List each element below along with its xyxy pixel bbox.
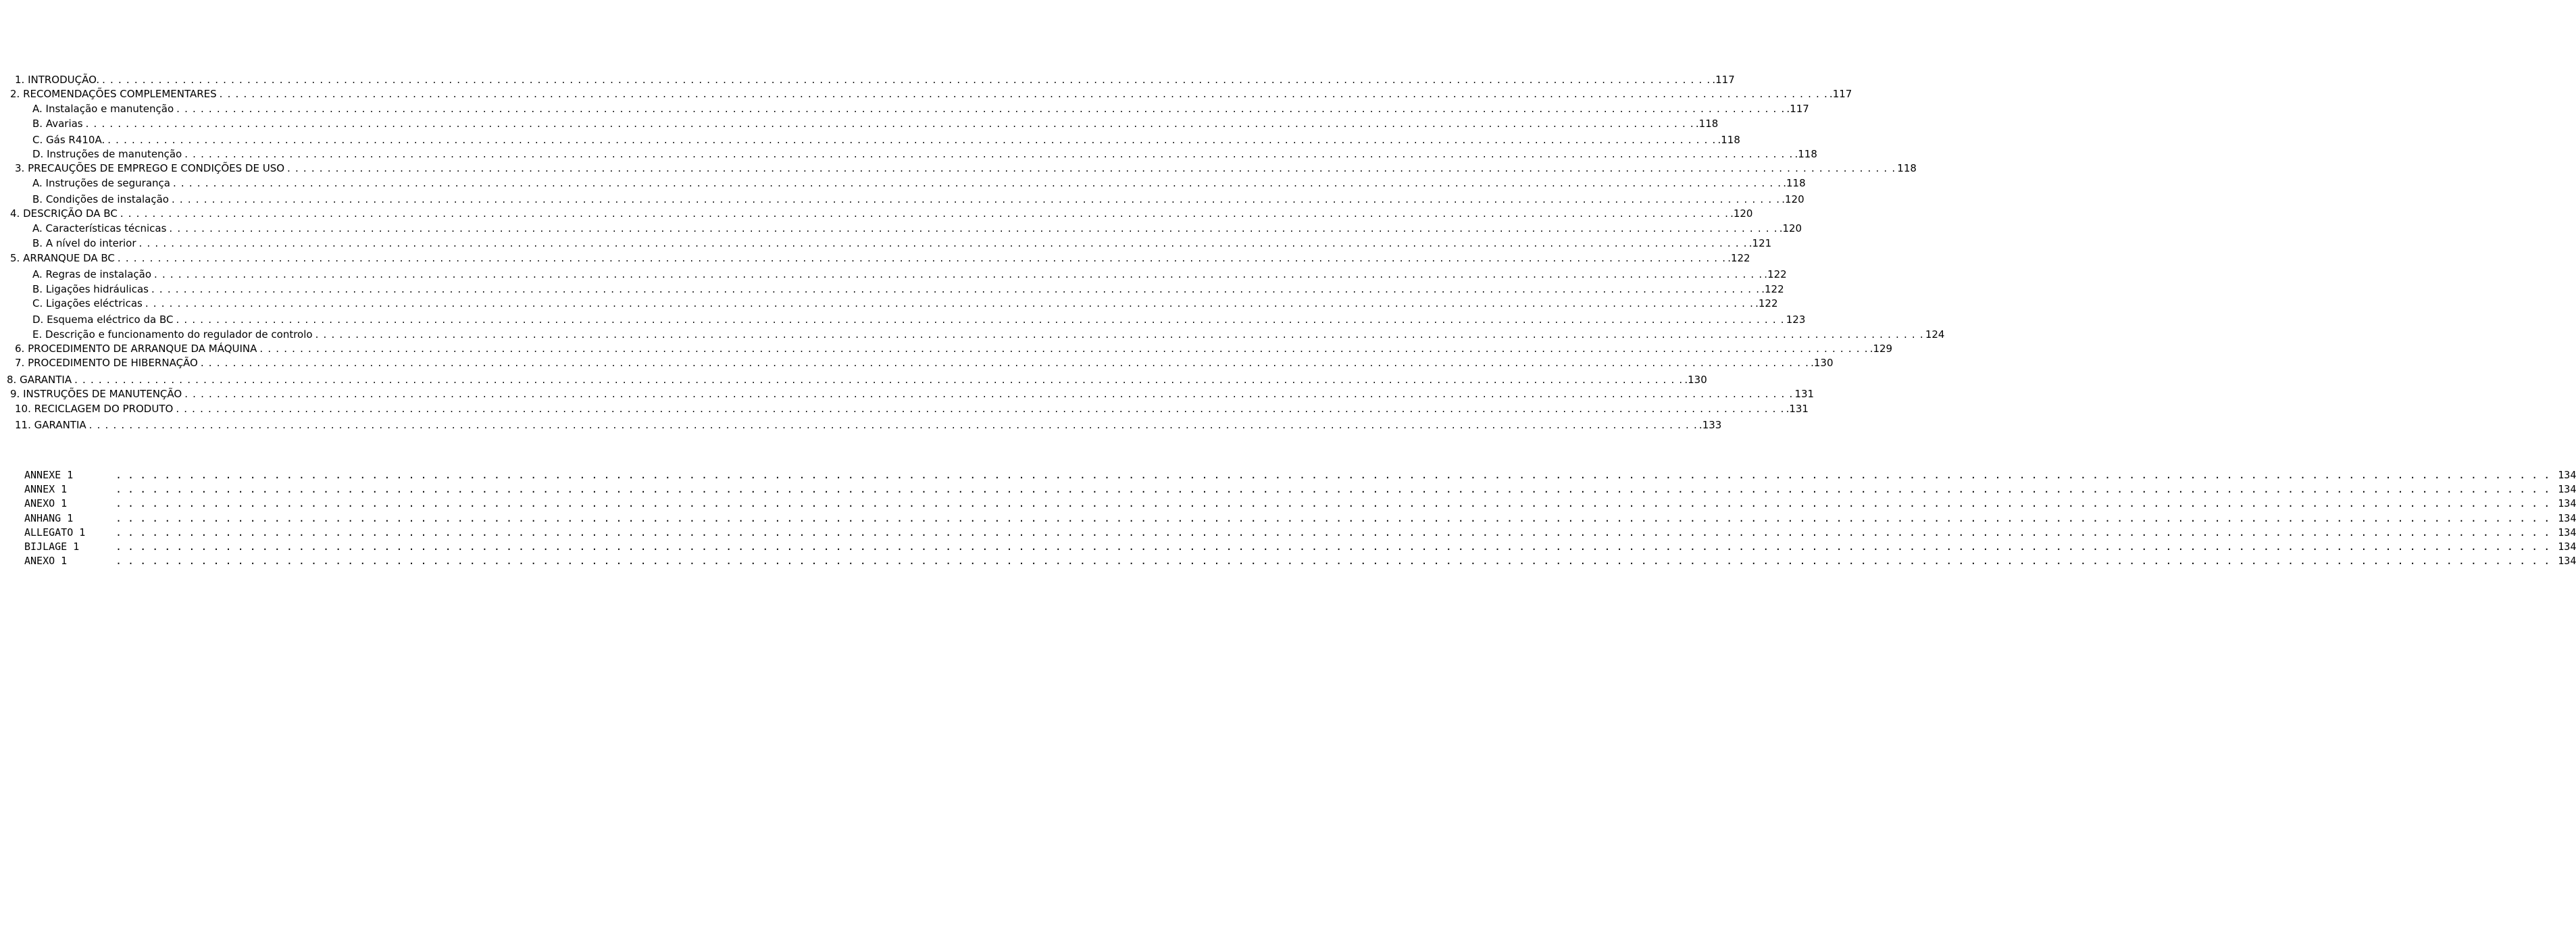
dot-leader: . . . . . . . . . . . . . . . . . . . . . . . . . . . . . . . . . . . . . . . . . . . . . . . . . . . . . . . . . . . . . . . . . . . . . . . . . . . . . . . . . . . . . . . . . . . . . . . . . . . . . . . . . . . . . . . . . . . . . . . . . . . . . . . . . . . . . . . . . . . . . . . . . . . . . . . . . . . . . . . . . . . . . . . . . . . . . . . . . . . . . . . . . . . . . . . . . . . . . . . . <box>116 512 2550 524</box>
toc-entry-page: .117 <box>1712 74 1735 86</box>
annex-entry-page: 134 <box>2558 512 2576 524</box>
toc-entry-label: C. Ligações eléctricas <box>32 297 143 309</box>
toc-entry-page: .131 <box>1786 403 1809 415</box>
toc-entry-label: A. Características técnicas <box>32 222 167 234</box>
toc-entry-page: .117 <box>1829 88 1852 100</box>
dot-leader: . . . . . . . . . . . . . . . . . . . . . . . . . . . . . . . . . . . . . . . . . . . . . . . . . . . . . . . . . . . . . . . . . . . . . . . . . . . . . . . . . . . . . . . . . . . . . . . . . . . . . . . . . . . . . . . . . . . . . . . . . . . . . . . . . . . . . . . . . . . . . . . . . . . . . . . . . . . . . . . . . . . . . . . . . . . . . . . . . . . . . . . . . . . . . . . . . . . . . . . . <box>176 314 1785 326</box>
dot-leader: . . . . . . . . . . . . . . . . . . . . . . . . . . . . . . . . . . . . . . . . . . . . . . . . . . . . . . . . . . . . . . . . . . . . . . . . . . . . . . . . . . . . . . . . . . . . . . . . . . . . . . . . . . . . . . . . . . . . . . . . . . . . . . . . . . . . . . . . . . . . . . . . . . . . . . . . . . . . . . . . . . . . . . . . . . . . . . . . . . . . . . . . . . . . . . . . . . . . . . . . <box>145 297 1754 309</box>
toc-entry[interactable] <box>15 418 1722 432</box>
toc-entry[interactable] <box>32 193 1804 206</box>
annex-entry-page: 134 <box>2558 497 2576 509</box>
toc-entry[interactable] <box>15 73 1735 86</box>
toc-entry-label: E. Descrição e funcionamento do regulador de controlo <box>32 328 313 341</box>
dot-leader: . . . . . . . . . . . . . . . . . . . . . . . . . . . . . . . . . . . . . . . . . . . . . . . . . . . . . . . . . . . . . . . . . . . . . . . . . . . . . . . . . . . . . . . . . . . . . . . . . . . . . . . . . . . . . . . . . . . . . . . . . . . . . . . . . . . . . . . . . . . . . . . . . . . . . . . . . . . . . . . . . . . . . . . . . . . . . . . . . . . . . . . . . . . . . . . . . . . . . . . . <box>154 268 1763 280</box>
toc-entry-label: 7. PROCEDIMENTO DE HIBERNAÇÃO <box>15 357 198 369</box>
toc-entry-page: .129 <box>1869 343 1893 355</box>
dot-leader: . . . . . . . . . . . . . . . . . . . . . . . . . . . . . . . . . . . . . . . . . . . . . . . . . . . . . . . . . . . . . . . . . . . . . . . . . . . . . . . . . . . . . . . . . . . . . . . . . . . . . . . . . . . . . . . . . . . . . . . . . . . . . . . . . . . . . . . . . . . . . . . . . . . . . . . . . . . . . . . . . . . . . . . . . . . . . . . . . . . . . . . . . . . . . . . . . . . . . . . . <box>176 403 1785 415</box>
toc-entry-label: 5. ARRANQUE DA BC <box>10 252 115 264</box>
annex-entry[interactable] <box>24 540 2576 553</box>
toc-entry-page: .120 <box>1782 193 1804 205</box>
dot-leader: . . . . . . . . . . . . . . . . . . . . . . . . . . . . . . . . . . . . . . . . . . . . . . . . . . . . . . . . . . . . . . . . . . . . . . . . . . . . . . . . . . . . . . . . . . . . . . . . . . . . . . . . . . . . . . . . . . . . . . . . . . . . . . . . . . . . . . . . . . . . . . . . . . . . . . . . . . . . . . . . . . . . . . . . . . . . . . . . . . . . . . . . . . . . . . . . . . . . . . . . <box>287 162 1896 174</box>
toc-entry[interactable] <box>15 161 1917 175</box>
annex-entry-label: ANNEX 1 <box>24 483 68 495</box>
toc-entry-page: .117 <box>1786 103 1809 115</box>
toc-entry[interactable] <box>32 102 1809 116</box>
toc-entry-label: 1. INTRODUÇÃO. <box>15 74 100 86</box>
dot-leader: . . . . . . . . . . . . . . . . . . . . . . . . . . . . . . . . . . . . . . . . . . . . . . . . . . . . . . . . . . . . . . . . . . . . . . . . . . . . . . . . . . . . . . . . . . . . . . . . . . . . . . . . . . . . . . . . . . . . . . . . . . . . . . . . . . . . . . . . . . . . . . . . . . . . . . . . . . . . . . . . . . . . . . . . . . . . . . . . . . . . . . . . . . . . . . . . . . . . . . . . <box>184 388 1794 400</box>
toc-entry-page: .118 <box>1695 118 1719 130</box>
toc-entry-label: 9. INSTRUÇÕES DE MANUTENÇÃO <box>10 388 182 400</box>
dot-leader: . . . . . . . . . . . . . . . . . . . . . . . . . . . . . . . . . . . . . . . . . . . . . . . . . . . . . . . . . . . . . . . . . . . . . . . . . . . . . . . . . . . . . . . . . . . . . . . . . . . . . . . . . . . . . . . . . . . . . . . . . . . . . . . . . . . . . . . . . . . . . . . . . . . . . . . . . . . . . . . . . . . . . . . . . . . . . . . . . . . . . . . . . . . . . . . . . . . . . . . . <box>116 483 2550 495</box>
toc-entry[interactable] <box>32 117 1719 130</box>
toc-entry-label: D. Esquema eléctrico da BC <box>32 314 174 326</box>
toc-entry[interactable] <box>32 147 1817 161</box>
dot-leader: . . . . . . . . . . . . . . . . . . . . . . . . . . . . . . . . . . . . . . . . . . . . . . . . . . . . . . . . . . . . . . . . . . . . . . . . . . . . . . . . . . . . . . . . . . . . . . . . . . . . . . . . . . . . . . . . . . . . . . . . . . . . . . . . . . . . . . . . . . . . . . . . . . . . . . . . . . . . . . . . . . . . . . . . . . . . . . . . . . . . . . . . . . . . . . . . . . . . . . . . <box>315 328 1924 341</box>
dot-leader: . . . . . . . . . . . . . . . . . . . . . . . . . . . . . . . . . . . . . . . . . . . . . . . . . . . . . . . . . . . . . . . . . . . . . . . . . . . . . . . . . . . . . . . . . . . . . . . . . . . . . . . . . . . . . . . . . . . . . . . . . . . . . . . . . . . . . . . . . . . . . . . . . . . . . . . . . . . . . . . . . . . . . . . . . . . . . . . . . . . . . . . . . . . . . . . . . . . . . . . . <box>184 148 1794 160</box>
toc-entry-page: .122 <box>1764 268 1787 280</box>
dot-leader: . . . . . . . . . . . . . . . . . . . . . . . . . . . . . . . . . . . . . . . . . . . . . . . . . . . . . . . . . . . . . . . . . . . . . . . . . . . . . . . . . . . . . . . . . . . . . . . . . . . . . . . . . . . . . . . . . . . . . . . . . . . . . . . . . . . . . . . . . . . . . . . . . . . . . . . . . . . . . . . . . . . . . . . . . . . . . . . . . . . . . . . . . . . . . . . . . . . . . . . . <box>116 469 2550 481</box>
annex-entry-label: ALLEGATO 1 <box>24 526 86 538</box>
toc-entry[interactable] <box>10 251 1750 265</box>
toc-entry-page: .122 <box>1755 297 1778 309</box>
toc-entry[interactable] <box>10 87 1852 101</box>
dot-leader: . . . . . . . . . . . . . . . . . . . . . . . . . . . . . . . . . . . . . . . . . . . . . . . . . . . . . . . . . . . . . . . . . . . . . . . . . . . . . . . . . . . . . . . . . . . . . . . . . . . . . . . . . . . . . . . . . . . . . . . . . . . . . . . . . . . . . . . . . . . . . . . . . . . . . . . . . . . . . . . . . . . . . . . . . . . . . . . . . . . . . . . . . . . . . . . . . . . . . . . . <box>116 497 2550 509</box>
toc-entry-page: .120 <box>1730 207 1753 220</box>
toc-entry-page: 131 <box>1794 388 1815 400</box>
dot-leader: . . . . . . . . . . . . . . . . . . . . . . . . . . . . . . . . . . . . . . . . . . . . . . . . . . . . . . . . . . . . . . . . . . . . . . . . . . . . . . . . . . . . . . . . . . . . . . . . . . . . . . . . . . . . . . . . . . . . . . . . . . . . . . . . . . . . . . . . . . . . . . . . . . . . . . . . . . . . . . . . . . . . . . . . . . . . . . . . . . . . . . . . . . . . . . . . . . . . . . . . <box>107 134 1717 146</box>
toc-entry-page: .121 <box>1748 237 1772 249</box>
dot-leader: . . . . . . . . . . . . . . . . . . . . . . . . . . . . . . . . . . . . . . . . . . . . . . . . . . . . . . . . . . . . . . . . . . . . . . . . . . . . . . . . . . . . . . . . . . . . . . . . . . . . . . . . . . . . . . . . . . . . . . . . . . . . . . . . . . . . . . . . . . . . . . . . . . . . . . . . . . . . . . . . . . . . . . . . . . . . . . . . . . . . . . . . . . . . . . . . . . . . . . . . <box>138 237 1748 249</box>
toc-entry-label: 6. PROCEDIMENTO DE ARRANQUE DA MÁQUINA <box>15 343 257 355</box>
toc-entry-page: .118 <box>1794 148 1817 160</box>
toc-entry-label: 10. RECICLAGEM DO PRODUTO <box>15 403 174 415</box>
toc-entry-label: 3. PRECAUÇÕES DE EMPREGO E CONDIÇÕES DE USO <box>15 162 285 174</box>
toc-entry[interactable] <box>15 402 1809 416</box>
dot-leader: . . . . . . . . . . . . . . . . . . . . . . . . . . . . . . . . . . . . . . . . . . . . . . . . . . . . . . . . . . . . . . . . . . . . . . . . . . . . . . . . . . . . . . . . . . . . . . . . . . . . . . . . . . . . . . . . . . . . . . . . . . . . . . . . . . . . . . . . . . . . . . . . . . . . . . . . . . . . . . . . . . . . . . . . . . . . . . . . . . . . . . . . . . . . . . . . . . . . . . . . <box>171 193 1781 205</box>
annex-entry[interactable] <box>24 526 2576 539</box>
annex-entry-label: ANNEXE 1 <box>24 469 74 481</box>
toc-entry-page: .130 <box>1684 374 1707 386</box>
dot-leader: . . . . . . . . . . . . . . . . . . . . . . . . . . . . . . . . . . . . . . . . . . . . . . . . . . . . . . . . . . . . . . . . . . . . . . . . . . . . . . . . . . . . . . . . . . . . . . . . . . . . . . . . . . . . . . . . . . . . . . . . . . . . . . . . . . . . . . . . . . . . . . . . . . . . . . . . . . . . . . . . . . . . . . . . . . . . . . . . . . . . . . . . . . . . . . . . . . . . . . . . <box>116 541 2550 553</box>
toc-entry[interactable] <box>10 387 1815 401</box>
toc-entry-label: 4. DESCRIÇÃO DA BC <box>10 207 118 220</box>
dot-leader: . . . . . . . . . . . . . . . . . . . . . . . . . . . . . . . . . . . . . . . . . . . . . . . . . . . . . . . . . . . . . . . . . . . . . . . . . . . . . . . . . . . . . . . . . . . . . . . . . . . . . . . . . . . . . . . . . . . . . . . . . . . . . . . . . . . . . . . . . . . . . . . . . . . . . . . . . . . . . . . . . . . . . . . . . . . . . . . . . . . . . . . . . . . . . . . . . . . . . . . . <box>116 526 2550 538</box>
annex-entry[interactable] <box>24 554 2576 568</box>
annex-entry-page: 134 <box>2558 469 2576 481</box>
toc-entry[interactable] <box>32 313 1806 326</box>
toc-entry-page: .122 <box>1727 252 1750 264</box>
toc-entry[interactable] <box>32 297 1778 310</box>
dot-leader: . . . . . . . . . . . . . . . . . . . . . . . . . . . . . . . . . . . . . . . . . . . . . . . . . . . . . . . . . . . . . . . . . . . . . . . . . . . . . . . . . . . . . . . . . . . . . . . . . . . . . . . . . . . . . . . . . . . . . . . . . . . . . . . . . . . . . . . . . . . . . . . . . . . . . . . . . . . . . . . . . . . . . . . . . . . . . . . . . . . . . . . . . . . . . . . . . . . . . . . . <box>169 222 1778 234</box>
dot-leader: . . . . . . . . . . . . . . . . . . . . . . . . . . . . . . . . . . . . . . . . . . . . . . . . . . . . . . . . . . . . . . . . . . . . . . . . . . . . . . . . . . . . . . . . . . . . . . . . . . . . . . . . . . . . . . . . . . . . . . . . . . . . . . . . . . . . . . . . . . . . . . . . . . . . . . . . . . . . . . . . . . . . . . . . . . . . . . . . . . . . . . . . . . . . . . . . . . . . . . . . <box>200 357 1810 369</box>
annex-entry-page: 134 <box>2558 526 2576 538</box>
toc-entry[interactable] <box>32 133 1740 147</box>
toc-entry-label: A. Regras de instalação <box>32 268 152 280</box>
toc-entry[interactable] <box>32 176 1806 190</box>
toc-entry-label: B. A nível do interior <box>32 237 136 249</box>
dot-leader: . . . . . . . . . . . . . . . . . . . . . . . . . . . . . . . . . . . . . . . . . . . . . . . . . . . . . . . . . . . . . . . . . . . . . . . . . . . . . . . . . . . . . . . . . . . . . . . . . . . . . . . . . . . . . . . . . . . . . . . . . . . . . . . . . . . . . . . . . . . . . . . . . . . . . . . . . . . . . . . . . . . . . . . . . . . . . . . . . . . . . . . . . . . . . . . . . . . . . . . . <box>117 252 1727 264</box>
dot-leader: . . . . . . . . . . . . . . . . . . . . . . . . . . . . . . . . . . . . . . . . . . . . . . . . . . . . . . . . . . . . . . . . . . . . . . . . . . . . . . . . . . . . . . . . . . . . . . . . . . . . . . . . . . . . . . . . . . . . . . . . . . . . . . . . . . . . . . . . . . . . . . . . . . . . . . . . . . . . . . . . . . . . . . . . . . . . . . . . . . . . . . . . . . . . . . . . . . . . . . . . <box>176 103 1786 115</box>
annex-entry-page: 134 <box>2558 541 2576 553</box>
toc-entry-label: A. Instalação e manutenção <box>32 103 174 115</box>
annex-entry-page: 134 <box>2558 555 2576 567</box>
toc-entry-label: 2. RECOMENDAÇÕES COMPLEMENTARES <box>10 88 217 100</box>
toc-entry-label: B. Avarias <box>32 118 83 130</box>
dot-leader: . . . . . . . . . . . . . . . . . . . . . . . . . . . . . . . . . . . . . . . . . . . . . . . . . . . . . . . . . . . . . . . . . . . . . . . . . . . . . . . . . . . . . . . . . . . . . . . . . . . . . . . . . . . . . . . . . . . . . . . . . . . . . . . . . . . . . . . . . . . . . . . . . . . . . . . . . . . . . . . . . . . . . . . . . . . . . . . . . . . . . . . . . . . . . . . . . . . . . . . . <box>151 283 1761 295</box>
annex-entry-label: ANEXO 1 <box>24 555 68 567</box>
toc-entry[interactable] <box>15 342 1893 355</box>
toc-entry-page: 124 <box>1925 328 1945 341</box>
toc-entry-page: .120 <box>1779 222 1802 234</box>
dot-leader: . . . . . . . . . . . . . . . . . . . . . . . . . . . . . . . . . . . . . . . . . . . . . . . . . . . . . . . . . . . . . . . . . . . . . . . . . . . . . . . . . . . . . . . . . . . . . . . . . . . . . . . . . . . . . . . . . . . . . . . . . . . . . . . . . . . . . . . . . . . . . . . . . . . . . . . . . . . . . . . . . . . . . . . . . . . . . . . . . . . . . . . . . . . . . . . . . . . . . . . . <box>74 374 1684 386</box>
toc-entry-label: D. Instruções de manutenção <box>32 148 182 160</box>
toc-entry-label: 8. GARANTIA <box>7 374 72 386</box>
dot-leader: . . . . . . . . . . . . . . . . . . . . . . . . . . . . . . . . . . . . . . . . . . . . . . . . . . . . . . . . . . . . . . . . . . . . . . . . . . . . . . . . . . . . . . . . . . . . . . . . . . . . . . . . . . . . . . . . . . . . . . . . . . . . . . . . . . . . . . . . . . . . . . . . . . . . . . . . . . . . . . . . . . . . . . . . . . . . . . . . . . . . . . . . . . . . . . . . . . . . . . . . <box>219 88 1828 100</box>
annex-entry[interactable] <box>24 482 2576 496</box>
annex-entry-label: ANEXO 1 <box>24 497 68 509</box>
toc-entry[interactable] <box>32 328 1945 341</box>
annex-entry-label: ANHANG 1 <box>24 512 74 524</box>
toc-entry[interactable] <box>32 222 1802 235</box>
toc-entry-label: B. Condições de instalação <box>32 193 169 205</box>
annex-entry[interactable] <box>24 468 2576 482</box>
annex-entry[interactable] <box>24 511 2576 525</box>
toc-entry[interactable] <box>32 282 1784 296</box>
annex-entry[interactable] <box>24 497 2576 510</box>
dot-leader: . . . . . . . . . . . . . . . . . . . . . . . . . . . . . . . . . . . . . . . . . . . . . . . . . . . . . . . . . . . . . . . . . . . . . . . . . . . . . . . . . . . . . . . . . . . . . . . . . . . . . . . . . . . . . . . . . . . . . . . . . . . . . . . . . . . . . . . . . . . . . . . . . . . . . . . . . . . . . . . . . . . . . . . . . . . . . . . . . . . . . . . . . . . . . . . . . . . . . . . . <box>85 118 1694 130</box>
toc-entry-page: .122 <box>1761 283 1784 295</box>
toc-entry-page: .118 <box>1717 134 1740 146</box>
toc-entry-label: C. Gás R410A. <box>32 134 105 146</box>
toc-entry[interactable] <box>32 236 1772 250</box>
toc-entry[interactable] <box>15 356 1834 370</box>
toc-entry-label: 11. GARANTIA <box>15 419 86 431</box>
annex-entry-page: 134 <box>2558 483 2576 495</box>
toc-entry-label: A. Instruções de segurança <box>32 177 170 189</box>
toc-entry[interactable] <box>10 207 1753 220</box>
dot-leader: . . . . . . . . . . . . . . . . . . . . . . . . . . . . . . . . . . . . . . . . . . . . . . . . . . . . . . . . . . . . . . . . . . . . . . . . . . . . . . . . . . . . . . . . . . . . . . . . . . . . . . . . . . . . . . . . . . . . . . . . . . . . . . . . . . . . . . . . . . . . . . . . . . . . . . . . . . . . . . . . . . . . . . . . . . . . . . . . . . . . . . . . . . . . . . . . . . . . . . . . <box>102 74 1711 86</box>
toc-entry-page: 123 <box>1786 314 1806 326</box>
dot-leader: . . . . . . . . . . . . . . . . . . . . . . . . . . . . . . . . . . . . . . . . . . . . . . . . . . . . . . . . . . . . . . . . . . . . . . . . . . . . . . . . . . . . . . . . . . . . . . . . . . . . . . . . . . . . . . . . . . . . . . . . . . . . . . . . . . . . . . . . . . . . . . . . . . . . . . . . . . . . . . . . . . . . . . . . . . . . . . . . . . . . . . . . . . . . . . . . . . . . . . . . <box>116 555 2550 567</box>
dot-leader: . . . . . . . . . . . . . . . . . . . . . . . . . . . . . . . . . . . . . . . . . . . . . . . . . . . . . . . . . . . . . . . . . . . . . . . . . . . . . . . . . . . . . . . . . . . . . . . . . . . . . . . . . . . . . . . . . . . . . . . . . . . . . . . . . . . . . . . . . . . . . . . . . . . . . . . . . . . . . . . . . . . . . . . . . . . . . . . . . . . . . . . . . . . . . . . . . . . . . . . . <box>120 207 1729 220</box>
dot-leader: . . . . . . . . . . . . . . . . . . . . . . . . . . . . . . . . . . . . . . . . . . . . . . . . . . . . . . . . . . . . . . . . . . . . . . . . . . . . . . . . . . . . . . . . . . . . . . . . . . . . . . . . . . . . . . . . . . . . . . . . . . . . . . . . . . . . . . . . . . . . . . . . . . . . . . . . . . . . . . . . . . . . . . . . . . . . . . . . . . . . . . . . . . . . . . . . . . . . . . . . <box>89 419 1698 431</box>
dot-leader: . . . . . . . . . . . . . . . . . . . . . . . . . . . . . . . . . . . . . . . . . . . . . . . . . . . . . . . . . . . . . . . . . . . . . . . . . . . . . . . . . . . . . . . . . . . . . . . . . . . . . . . . . . . . . . . . . . . . . . . . . . . . . . . . . . . . . . . . . . . . . . . . . . . . . . . . . . . . . . . . . . . . . . . . . . . . . . . . . . . . . . . . . . . . . . . . . . . . . . . . <box>259 343 1869 355</box>
toc-entry-page: .130 <box>1811 357 1834 369</box>
toc-entry[interactable] <box>7 373 1707 386</box>
dot-leader: . . . . . . . . . . . . . . . . . . . . . . . . . . . . . . . . . . . . . . . . . . . . . . . . . . . . . . . . . . . . . . . . . . . . . . . . . . . . . . . . . . . . . . . . . . . . . . . . . . . . . . . . . . . . . . . . . . . . . . . . . . . . . . . . . . . . . . . . . . . . . . . . . . . . . . . . . . . . . . . . . . . . . . . . . . . . . . . . . . . . . . . . . . . . . . . . . . . . . . . . <box>172 177 1782 189</box>
toc-entry-label: B. Ligações hidráulicas <box>32 283 149 295</box>
annex-entry-label: BIJLAGE 1 <box>24 541 80 553</box>
toc-entry[interactable] <box>32 268 1787 281</box>
toc-entry-page: .118 <box>1783 177 1806 189</box>
toc-entry-page: .133 <box>1698 419 1722 431</box>
toc-entry-page: 118 <box>1897 162 1917 174</box>
